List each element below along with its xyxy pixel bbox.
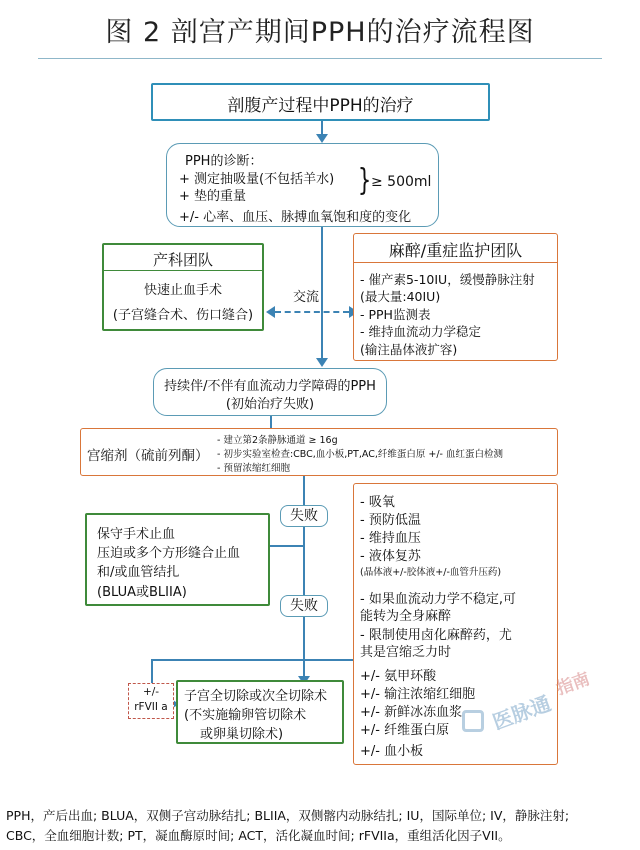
anesthesia-team-title: 麻醉/重症监护团队: [388, 241, 523, 260]
uterotonic-lab-tests: - 初步实验室检查:CBC,血小板,PT,AC,纤维蛋白原 +/- 血红蛋白检测: [217, 449, 503, 460]
arrow-left: [266, 306, 275, 318]
diagnosis-heading: PPH的诊断：: [185, 154, 263, 169]
flow-line-trunk: [321, 227, 323, 359]
hysterectomy-line3: 或卵巢切除术): [200, 727, 284, 742]
persistent-pph-line1: 持续伴/不伴有血流动力学障碍的PPH: [164, 379, 376, 394]
anesthesia-hemodynamic: - 维持血流动力学稳定: [360, 324, 481, 339]
watermark-text: 医脉通: [489, 691, 554, 735]
persistent-pph-line2: (初始治疗失败): [225, 397, 315, 412]
arrow-down: [316, 134, 328, 143]
arrow-down: [316, 358, 328, 367]
rfviia-box: [128, 683, 174, 719]
flow-line: [321, 121, 323, 135]
care-fluid-detail: (晶体液+/-胶体液+/-血管升压药): [360, 567, 502, 578]
anesthesia-team-box: [353, 233, 558, 361]
diagnosis-threshold: ≥ 500ml: [371, 174, 432, 190]
diagnosis-item-suction: + 测定抽吸量(不包括羊水): [179, 172, 335, 187]
fail-badge-2: 失败: [280, 595, 328, 617]
care-halogenated-2: 其是宫缩乏力时: [360, 645, 452, 660]
page-title: 图 2 剖宫产期间PPH的治疗流程图: [105, 17, 535, 48]
hysterectomy-line2: (不实施输卵管切除术: [184, 708, 307, 723]
obstetric-team-box: [102, 243, 264, 331]
diagnosis-item-vitals: +/- 心率、血压、脉搏血氧饱和度的变化: [179, 210, 412, 225]
flow-line: [270, 416, 272, 428]
footer-abbreviations-line1: PPH，产后出血; BLUA，双侧子宫动脉结扎; BLIIA，双侧髂内动脉结扎; IU，国际单位; IV，静脉注射;: [6, 808, 570, 823]
hysterectomy-line1: 子宫全切除或次全切除术: [184, 689, 328, 704]
anesthesia-crystalloid: (输注晶体液扩容): [360, 342, 458, 357]
care-general-anesthesia-2: 能转为全身麻醉: [360, 609, 452, 624]
main-treatment-label: 剖腹产过程中PPH的治疗: [227, 96, 414, 116]
care-oxygen: - 吸氧: [360, 495, 395, 510]
uterotonic-box: [80, 428, 558, 476]
watermark-logo-icon: [462, 710, 484, 732]
conservative-line1: 保守手术止血: [97, 527, 176, 542]
uterotonic-iv-line: - 建立第2条静脉通道 ≥ 16g: [217, 435, 338, 446]
conservative-surgery-box: [85, 513, 270, 606]
care-ffp: +/- 新鲜冰冻血浆: [360, 705, 463, 720]
obstetric-team-line2: (子宫缝合术、伤口缝合): [112, 308, 254, 323]
care-general-anesthesia-1: - 如果血流动力学不稳定,可: [360, 592, 516, 607]
rfviia-plusminus: +/-: [142, 686, 160, 698]
uterotonic-rbc-reserve: - 预留浓缩红细胞: [217, 463, 290, 474]
title-divider: [38, 58, 602, 59]
diagnosis-brace: }: [357, 163, 372, 198]
care-fluid-resuscitation: - 液体复苏: [360, 549, 421, 564]
diagnosis-box: [166, 143, 439, 227]
hysterectomy-box: [176, 680, 344, 744]
care-platelets: +/- 血小板: [360, 744, 424, 759]
rfviia-label: rFVII a: [134, 701, 168, 713]
obstetric-team-line1: 快速止血手术: [143, 283, 222, 298]
obstetric-team-title: 产科团队: [152, 251, 213, 269]
main-treatment-box: [151, 83, 490, 121]
care-maintain-bp: - 维持血压: [360, 531, 421, 546]
care-prevent-hypothermia: - 预防低温: [360, 513, 421, 528]
exchange-dashed-line: [275, 311, 349, 313]
conservative-line3: 和/或血管结扎: [97, 565, 180, 580]
care-tranexamic: +/- 氨甲环酸: [360, 669, 437, 684]
watermark-text-guide: 指南: [553, 669, 593, 700]
anesthesia-monitor: - PPH监测表: [360, 307, 431, 322]
anesthesia-oxytocin-max: (最大量:40IU): [360, 289, 441, 304]
fail-badge-1: 失败: [280, 505, 328, 527]
footer-abbreviations-line2: CBC，全血细胞计数; PT，凝血酶原时间; ACT，活化凝血时间; rFVIIa，重组活化因子VII。: [6, 828, 511, 843]
anesthesia-oxytocin: - 催产素5-10IU，缓慢静脉注射: [360, 272, 535, 287]
loop-line-top: [151, 659, 353, 661]
care-fibrinogen: +/- 纤维蛋白原: [360, 723, 450, 738]
care-halogenated-1: - 限制使用卤化麻醉药，尤: [360, 628, 512, 643]
exchange-label: 交流: [293, 290, 320, 305]
persistent-pph-box: [153, 368, 387, 416]
care-rbc: +/- 输注浓缩红细胞: [360, 687, 476, 702]
conservative-line2: 压迫或多个方形缝合止血: [97, 546, 241, 561]
uterotonic-label: 宫缩剂（硫前列酮）: [87, 448, 209, 464]
diagnosis-item-pad-weight: + 垫的重量: [179, 189, 247, 204]
conservative-line4: (BLUA或BLIIA): [97, 585, 187, 600]
